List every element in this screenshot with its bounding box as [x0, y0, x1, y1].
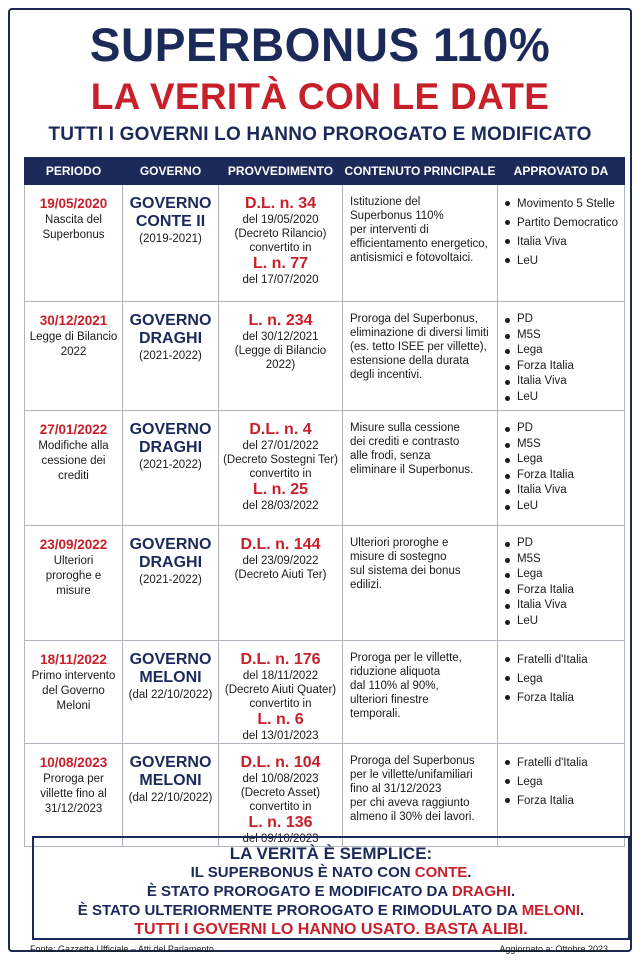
provision-detail: del 27/01/2022 [242, 440, 319, 452]
content-line: per interventi di [350, 224, 429, 236]
government-cell [123, 744, 219, 847]
content-line: sul sistema dei bonus [350, 565, 461, 577]
party-item: LeU [504, 252, 624, 271]
content-line: temporali. [350, 708, 401, 720]
party-list [504, 312, 624, 406]
content-line: eliminazione di diversi limiti [350, 327, 489, 339]
summary-heading: LA VERITÀ È SEMPLICE: [229, 844, 433, 863]
summary-text: IL SUPERBONUS È NATO CON [190, 864, 415, 881]
provision-detail: del 30/12/2021 [242, 331, 319, 343]
period-description: crediti [58, 470, 89, 482]
party-item: Italia Viva [504, 233, 624, 252]
summary-conclusion: TUTTI I GOVERNI LO HANNO USATO. BASTA ALIBI. [134, 921, 528, 938]
party-item: Movimento 5 Stelle [504, 195, 624, 214]
government-cell [123, 185, 219, 302]
government-years: (2021-2022) [139, 459, 202, 471]
government-years: (dal 22/10/2022) [128, 792, 213, 804]
party-item: Italia Viva [504, 483, 624, 499]
period-date: 30/12/2021 [39, 313, 108, 328]
content-line: per chi aveva raggiunto [350, 797, 470, 809]
law-reference: L. n. 25 [252, 481, 309, 498]
government-name: MELONI [139, 772, 202, 789]
summary-line [34, 863, 628, 882]
content-line: Proroga per le villette, [350, 652, 462, 664]
summary-text: . [467, 864, 472, 881]
period-description: del Governo [42, 685, 105, 697]
summary-text: È STATO PROROGATO E MODIFICATO DA [146, 883, 452, 900]
summary-line [34, 882, 628, 901]
law-reference: L. n. 77 [252, 255, 309, 272]
content-line: eliminare il Superbonus. [350, 464, 474, 476]
content-line: Istituzione del [350, 196, 421, 208]
party-list [504, 195, 624, 271]
party-item: LeU [504, 614, 624, 630]
column-header: PERIODO [25, 158, 123, 185]
provision-detail: convertito in [249, 242, 312, 254]
summary-line [34, 901, 628, 920]
table-row [25, 302, 625, 411]
summary-text: . [511, 883, 516, 900]
footer-source: Fonte: Gazzetta Ufficiale – Atti del Parlamento [30, 944, 214, 954]
period-cell [25, 411, 123, 526]
party-item: M5S [504, 552, 624, 568]
provision-detail: del 28/03/2022 [242, 500, 319, 512]
period-description: proroghe e [45, 570, 102, 582]
summary-highlight: DRAGHI [451, 883, 511, 900]
party-item: M5S [504, 328, 624, 344]
government-name: GOVERNO [129, 421, 212, 438]
provision-detail: (Decreto Asset) [240, 787, 321, 799]
government-name: GOVERNO [129, 312, 212, 329]
government-name: GOVERNO [129, 195, 212, 212]
content-line: riduzione aliquota [350, 666, 441, 678]
table-header-row [25, 158, 625, 185]
table-row [25, 641, 625, 744]
content-line: Misure sulla cessione [350, 422, 460, 434]
period-date: 23/09/2022 [39, 537, 108, 552]
party-item: M5S [504, 437, 624, 453]
period-description: Primo intervento [31, 670, 116, 682]
provision-detail: del 18/11/2022 [242, 670, 319, 682]
period-description: Proroga per [43, 773, 104, 785]
table-body [25, 185, 625, 847]
provision-cell [219, 526, 343, 641]
provision-detail: (Decreto Aiuti Quater) [224, 684, 337, 696]
provision-cell [219, 641, 343, 744]
provision-detail: del 19/05/2020 [242, 214, 319, 226]
government-name: DRAGHI [138, 554, 203, 571]
summary-highlight: CONTE [414, 864, 468, 881]
approved-cell [498, 744, 625, 847]
content-line: (es. tetto ISEE per villette), [350, 341, 487, 353]
party-list [504, 421, 624, 515]
government-name: GOVERNO [129, 536, 212, 553]
content-line: per le villette/unifamiliari [350, 769, 473, 781]
content-line: ulteriori finestre [350, 694, 429, 706]
table-row [25, 185, 625, 302]
provision-detail: (Decreto Rilancio) [234, 228, 327, 240]
provision-detail: convertito in [249, 468, 312, 480]
provision-detail: del 10/08/2023 [242, 773, 319, 785]
period-cell [25, 302, 123, 411]
party-item: Forza Italia [504, 359, 624, 375]
government-cell [123, 411, 219, 526]
page-title: SUPERBONUS 110% [89, 18, 551, 71]
provision-detail: convertito in [249, 698, 312, 710]
period-description: cessione dei [41, 455, 106, 467]
content-line: almeno il 30% dei lavori. [350, 811, 475, 823]
provision-detail: convertito in [249, 801, 312, 813]
provision-cell [219, 411, 343, 526]
law-reference: D.L. n. 144 [240, 536, 321, 553]
law-reference: D.L. n. 176 [240, 651, 321, 668]
government-cell [123, 526, 219, 641]
content-line: estensione della durata [350, 355, 469, 367]
content-cell [343, 526, 498, 641]
content-line: Superbonus 110% [350, 210, 444, 222]
page-tagline: TUTTI I GOVERNI LO HANNO PROROGATO E MODIFICATO [48, 124, 592, 145]
content-line: efficientamento energetico, [350, 238, 488, 250]
provision-detail: (Legge di Bilancio 2022) [234, 345, 327, 371]
party-item: PD [504, 312, 624, 328]
content-line: Proroga del Superbonus [350, 755, 475, 767]
content-cell [343, 302, 498, 411]
period-description: villette fino al [40, 788, 107, 800]
government-name: MELONI [139, 669, 202, 686]
period-description: Superbonus [42, 229, 105, 241]
party-item: Lega [504, 343, 624, 359]
government-years: (2019-2021) [139, 233, 202, 245]
party-item: Forza Italia [504, 583, 624, 599]
table-row [25, 526, 625, 641]
party-item: LeU [504, 499, 624, 515]
party-list [504, 754, 624, 811]
content-line: Ulteriori proroghe e [350, 537, 449, 549]
period-description: Ulteriori [53, 555, 94, 567]
provision-cell [219, 185, 343, 302]
summary-highlight: MELONI [521, 902, 581, 919]
timeline-table [24, 157, 625, 847]
party-item: Forza Italia [504, 468, 624, 484]
party-item: Italia Viva [504, 374, 624, 390]
period-date: 10/08/2023 [39, 755, 108, 770]
party-item: Forza Italia [504, 792, 624, 811]
party-item: PD [504, 536, 624, 552]
period-date: 18/11/2022 [40, 652, 107, 667]
content-line: Proroga del Superbonus, [350, 313, 478, 325]
approved-cell [498, 185, 625, 302]
provision-detail: del 23/09/2022 [242, 555, 319, 567]
party-item: Fratelli d'Italia [504, 651, 624, 670]
law-reference: D.L. n. 34 [244, 195, 317, 212]
content-cell [343, 411, 498, 526]
party-item: Lega [504, 773, 624, 792]
party-item: Italia Viva [504, 598, 624, 614]
approved-cell [498, 302, 625, 411]
provision-detail: del 13/01/2023 [242, 730, 319, 742]
government-years: (dal 22/10/2022) [128, 689, 213, 701]
party-item: PD [504, 421, 624, 437]
government-cell [123, 302, 219, 411]
footer-updated: Aggiornato a: Ottobre 2023 [499, 944, 608, 954]
period-cell [25, 185, 123, 302]
provision-cell [219, 302, 343, 411]
government-cell [123, 641, 219, 744]
provision-cell [219, 744, 343, 847]
content-cell [343, 641, 498, 744]
column-header: PROVVEDIMENTO [219, 158, 343, 185]
content-cell [343, 744, 498, 847]
party-item: Partito Democratico [504, 214, 624, 233]
party-item: Lega [504, 670, 624, 689]
period-description: 31/12/2023 [44, 803, 103, 815]
government-years: (2021-2022) [139, 574, 202, 586]
law-reference: L. n. 6 [257, 711, 304, 728]
content-line: dei crediti e contrasto [350, 436, 460, 448]
provision-detail: del 17/07/2020 [242, 274, 319, 286]
approved-cell [498, 641, 625, 744]
table-row [25, 411, 625, 526]
period-description: Legge di Bilancio [29, 331, 118, 343]
government-name: GOVERNO [129, 651, 212, 668]
law-reference: D.L. n. 104 [240, 754, 321, 771]
government-name: DRAGHI [138, 330, 203, 347]
approved-cell [498, 411, 625, 526]
law-reference: D.L. n. 4 [249, 421, 312, 438]
law-reference: L. n. 136 [248, 814, 313, 831]
summary-text: È STATO ULTERIORMENTE PROROGATO E RIMODULATO DA [77, 902, 522, 919]
content-line: fino al 31/12/2023 [350, 783, 442, 795]
content-line: alle frodi, senza [350, 450, 431, 462]
period-cell [25, 744, 123, 847]
summary-box [32, 836, 630, 940]
government-name: GOVERNO [129, 754, 212, 771]
period-cell [25, 526, 123, 641]
period-description: Modifiche alla [38, 440, 109, 452]
party-item: Fratelli d'Italia [504, 754, 624, 773]
column-header: CONTENUTO PRINCIPALE [343, 158, 498, 185]
content-line: antisismici e fotovoltaici. [350, 252, 474, 264]
party-item: Lega [504, 452, 624, 468]
content-line: dal 110% al 90%, [350, 680, 439, 692]
table-row [25, 744, 625, 847]
content-line: degli incentivi. [350, 369, 423, 381]
column-header: GOVERNO [123, 158, 219, 185]
provision-detail: del 09/10/2023 [242, 833, 319, 845]
period-date: 27/01/2022 [39, 422, 108, 437]
infographic-frame [8, 8, 632, 952]
period-description: Meloni [56, 700, 91, 712]
party-item: Forza Italia [504, 689, 624, 708]
period-description: Nascita del [45, 214, 102, 226]
government-name: DRAGHI [138, 439, 203, 456]
provision-detail: (Decreto Sostegni Ter) [223, 454, 338, 466]
period-description: misure [56, 585, 91, 597]
content-line: misure di sostegno [350, 551, 447, 563]
period-date: 19/05/2020 [39, 196, 108, 211]
party-item: LeU [504, 390, 624, 406]
party-item: Lega [504, 567, 624, 583]
party-list [504, 536, 624, 630]
summary-text: . [580, 902, 585, 919]
law-reference: L. n. 234 [248, 312, 313, 329]
period-cell [25, 641, 123, 744]
page-subtitle: LA VERITÀ CON LE DATE [90, 76, 550, 117]
provision-detail: (Decreto Aiuti Ter) [234, 569, 327, 581]
party-list [504, 651, 624, 708]
government-name: CONTE II [135, 213, 206, 230]
content-line: edilizi. [350, 579, 382, 591]
approved-cell [498, 526, 625, 641]
government-years: (2021-2022) [139, 350, 202, 362]
content-cell [343, 185, 498, 302]
period-description: 2022 [60, 346, 87, 358]
column-header: APPROVATO DA [498, 158, 625, 185]
